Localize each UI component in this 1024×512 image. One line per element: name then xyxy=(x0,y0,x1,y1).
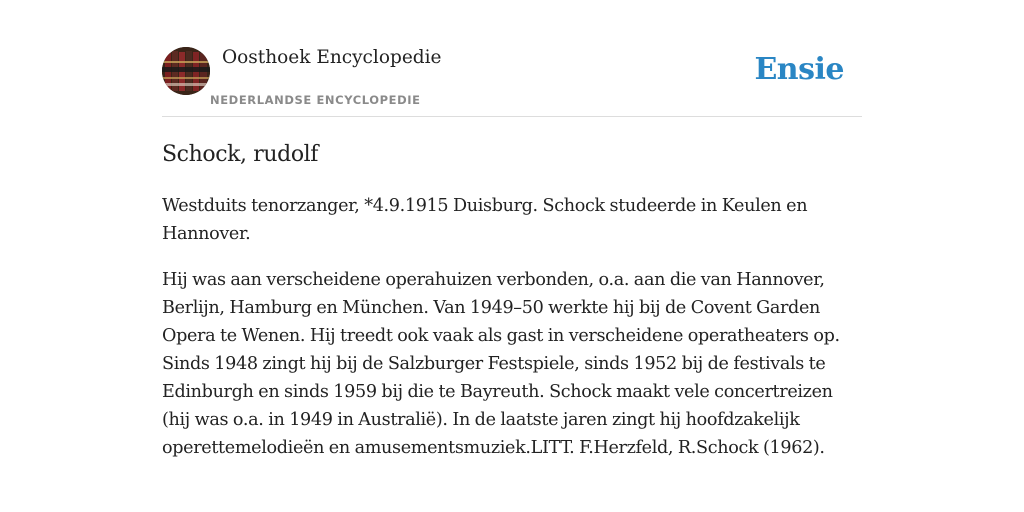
brand-logo-link[interactable]: Ensie xyxy=(754,52,844,87)
site-subtitle: NEDERLANDSE ENCYCLOPEDIE xyxy=(210,93,421,107)
article xyxy=(162,140,862,462)
site-header xyxy=(162,46,862,117)
article-paragraph: Westduits tenorzanger, *4.9.1915 Duisburg. Schock studeerde in Keulen en Hannover. xyxy=(162,196,808,244)
entry-title: Schock, rudolf xyxy=(162,142,319,167)
article-paragraph: Hij was aan verscheidene operahuizen verbonden, o.a. aan die van Hannover, Berlijn, Hamburg en München. Van 1949–50 werkte hij bij de Covent Garden Opera te Wenen. Hij treedt ook vaak als gast in verscheidene operatheaters op. Sinds 1948 zingt hij bij de Salzburger Festspiele, sinds 1952 bij de festivals te Edinburgh en sinds 1959 bij die te Bayreuth. Schock maakt vele concertreizen (hij was o.a. in 1949 in Australië). In de laatste jaren zingt hij hoofdzakelijk operettemelodieën en amusementsmuziek.LITT. F.Herzfeld, R.Schock (1962). xyxy=(162,270,840,458)
encyclopedia-books-icon[interactable] xyxy=(162,47,210,95)
site-title[interactable]: Oosthoek Encyclopedie xyxy=(222,47,442,68)
